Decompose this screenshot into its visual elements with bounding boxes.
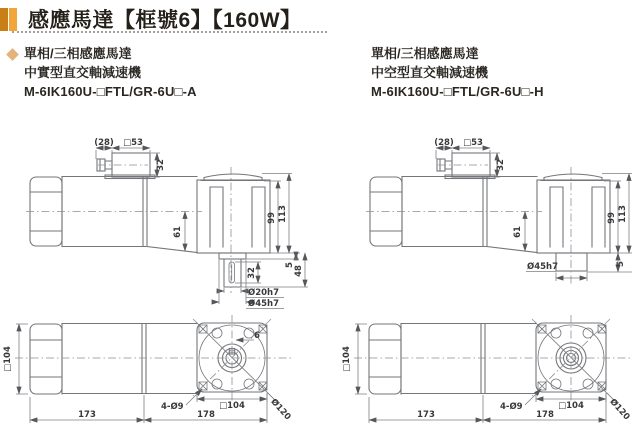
page-header: [0, 4, 302, 34]
drawing-side-view-hollow-shaft: [352, 133, 641, 313]
dim-bolt-circle: Ø120: [607, 397, 632, 423]
dim-99: 99: [607, 212, 617, 224]
gearbox-type-line: 中空型直交軸減速機: [371, 64, 489, 80]
dimension-labels: [342, 346, 632, 422]
dimension-labels: [94, 138, 304, 309]
gearbox-housing: [197, 180, 270, 253]
right-column-heading: [371, 46, 544, 103]
dim-frame-square: □104: [3, 346, 13, 372]
title-underline: [12, 31, 327, 33]
gearbox-housing: [537, 180, 610, 253]
motor-type-line: 單相/三相感應馬達: [24, 46, 132, 61]
drawing-bottom-view-hollow: [339, 313, 641, 432]
dim-28: (28): [434, 138, 454, 148]
model-number: M-6IK160U-□FTL/GR-6U□-A: [24, 83, 197, 99]
dim-32-box: 32: [156, 159, 166, 171]
motor-gearbox-outline: [370, 153, 610, 271]
dim-48: 48: [294, 265, 304, 277]
dimension-lines: [96, 148, 308, 309]
dim-shaft-diameter: Ø20h7: [248, 288, 280, 298]
dim-5: 5: [285, 262, 295, 268]
dim-113: 113: [278, 205, 288, 223]
dim-mounting-holes: 4-Ø9: [161, 402, 184, 412]
dim-motor-length: 173: [417, 410, 435, 420]
dim-gearbox-length: 178: [197, 410, 215, 420]
model-number: M-6IK160U-□FTL/GR-6U□-H: [371, 83, 544, 99]
dim-flange-square: □104: [558, 401, 584, 411]
drawing-side-view-solid-shaft: [12, 133, 334, 313]
dim-motor-length: 173: [78, 410, 96, 420]
dim-mounting-holes: 4-Ø9: [500, 402, 523, 412]
dim-32-box: 32: [496, 159, 506, 171]
hollow-shaft-boss: [556, 253, 587, 271]
dim-boss-diameter: Ø45h7: [527, 262, 559, 272]
centerlines: [26, 165, 231, 293]
dim-flange-square: □104: [219, 401, 245, 411]
drawing-bottom-view-solid: [0, 313, 320, 432]
motor-type-line: 單相/三相感應馬達: [371, 46, 479, 61]
motor-gearbox-outline: [30, 322, 279, 404]
dim-5: 5: [616, 261, 626, 267]
dim-key-width: 6: [254, 331, 260, 341]
dim-frame-square: □104: [342, 346, 352, 372]
dim-28: (28): [94, 138, 114, 148]
dim-61: 61: [513, 226, 523, 238]
dim-99: 99: [267, 212, 277, 224]
motor-gearbox-outline: [30, 153, 270, 287]
dim-53: □53: [123, 138, 143, 148]
motor-gearbox-outline: [369, 322, 618, 404]
dim-61: 61: [173, 226, 183, 238]
left-heading-lines: [24, 46, 197, 103]
dim-32-key: 32: [247, 267, 257, 279]
dim-113: 113: [618, 205, 628, 223]
dim-bolt-circle: Ø120: [268, 397, 293, 423]
gearbox-type-line: 中實型直交軸減速機: [24, 64, 142, 80]
title-bullet-icon: [0, 8, 17, 31]
left-column-heading: [8, 46, 197, 103]
dim-boss-diameter: Ø45h7: [248, 299, 280, 309]
dim-53: □53: [463, 138, 483, 148]
right-heading-lines: [371, 46, 544, 103]
dim-gearbox-length: 178: [536, 410, 554, 420]
diamond-bullet-icon: [6, 48, 19, 61]
page-title: 感應馬達【框號6】【160W】: [28, 9, 302, 32]
